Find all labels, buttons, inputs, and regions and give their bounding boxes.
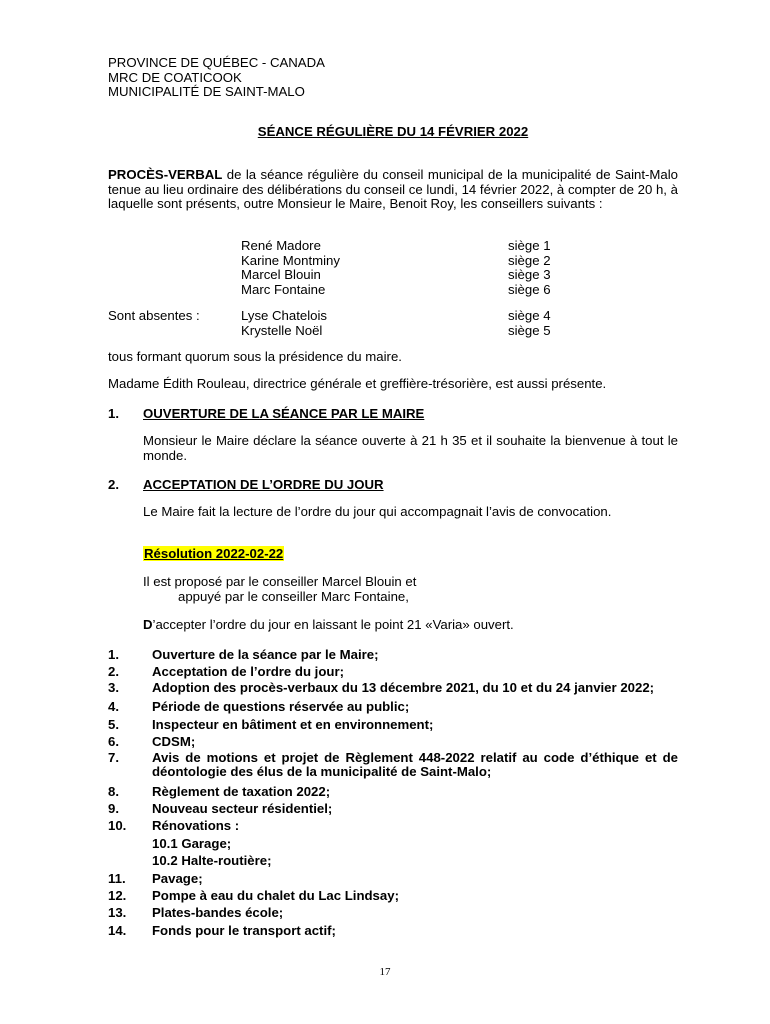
agenda-text: 10.1 Garage; <box>152 835 232 851</box>
agenda-item <box>108 870 678 887</box>
agenda-item <box>108 698 678 715</box>
agenda-item <box>108 681 678 696</box>
absent-name-2: Krystelle Noël <box>241 322 323 338</box>
decision-text: ’accepter l’ordre du jour en laissant le point 21 «Varia» ouvert. <box>152 617 514 632</box>
present-seat-1: siège 1 <box>508 238 551 253</box>
session-title: SÉANCE RÉGULIÈRE DU 14 FÉVRIER 2022 <box>257 124 529 139</box>
present-seat-2: siège 2 <box>508 252 551 268</box>
header-mrc: MRC DE COATICOOK <box>108 69 242 85</box>
agenda-item <box>108 904 678 921</box>
decision-initial: D <box>143 617 153 632</box>
agenda-text: Fonds pour le transport actif; <box>152 922 336 938</box>
resolution-label: Résolution 2022-02-22 <box>144 546 284 561</box>
agenda-number: 14. <box>108 922 127 938</box>
agenda-number: 12. <box>108 887 127 903</box>
header-municipality: MUNICIPALITÉ DE SAINT-MALO <box>108 84 305 99</box>
agenda-number: 5. <box>108 716 119 732</box>
agenda-number: 4. <box>108 699 119 715</box>
page-number: 17 <box>379 966 391 978</box>
agenda-item <box>108 887 678 904</box>
section-2-number: 2. <box>108 477 119 492</box>
agenda-text: Adoption des procès-verbaux du 13 décembre 2021, du 10 et du 24 janvier 2022; <box>152 679 655 695</box>
agenda-item <box>108 800 678 817</box>
resolution-seconded: appuyé par le conseiller Marc Fontaine, <box>178 589 409 604</box>
agenda-number: 6. <box>108 734 119 750</box>
agenda-number: 13. <box>108 905 127 921</box>
agenda-item <box>108 783 678 800</box>
agenda-number: 3. <box>108 679 119 695</box>
agenda-item <box>108 663 678 680</box>
section-2-text: Le Maire fait la lecture de l’ordre du jour qui accompagnait l’avis de convocation. <box>143 504 612 519</box>
director-text: Madame Édith Rouleau, directrice générale et greffière-trésorière, est aussi présente. <box>108 376 607 391</box>
agenda-text: Nouveau secteur résidentiel; <box>152 800 333 816</box>
agenda-text: Pavage; <box>152 870 203 886</box>
agenda-subitem <box>108 852 678 869</box>
agenda-text: Avis de motions et projet de Règlement 448-2022 relatif au code d’éthique et de déontologie des élus de la municipalité de Saint-Malo; <box>152 749 678 780</box>
agenda-number: 11. <box>108 870 126 886</box>
absent-label: Sont absentes : <box>108 308 200 323</box>
intro-bold: PROCÈS-VERBAL <box>108 167 223 182</box>
agenda-text: 10.2 Halte-routière; <box>152 853 272 869</box>
section-2-title: ACCEPTATION DE L’ORDRE DU JOUR <box>143 477 384 492</box>
agenda-text: Pompe à eau du chalet du Lac Lindsay; <box>152 887 399 903</box>
agenda-text: Inspecteur en bâtiment et en environnement; <box>152 716 434 732</box>
resolution-proposed: Il est proposé par le conseiller Marcel Blouin et <box>143 574 417 589</box>
agenda-list <box>108 646 678 939</box>
present-name-3: Marcel Blouin <box>241 267 321 282</box>
agenda-item <box>108 716 678 733</box>
agenda-number: 2. <box>108 664 119 680</box>
quorum-text: tous formant quorum sous la présidence du maire. <box>108 349 402 364</box>
agenda-subitem <box>108 835 678 852</box>
intro-paragraph <box>108 168 678 212</box>
intro-text: de la séance régulière du conseil municipal de la municipalité de Saint-Malo tenue au lieu ordinaire des délibérations du conseil ce lundi, 14 février 2022, à compter de 20 h, à laquelle sont présents, outre Monsieur le Maire, Benoit Roy, les conseillers suivants : <box>108 167 678 211</box>
agenda-item <box>108 922 678 939</box>
agenda-text: Acceptation de l’ordre du jour; <box>152 664 344 680</box>
agenda-text: CDSM; <box>152 734 196 750</box>
agenda-item <box>108 751 678 780</box>
resolution-decision <box>143 618 514 633</box>
agenda-number: 8. <box>108 783 119 799</box>
agenda-number: 10. <box>108 818 127 834</box>
absent-seat-2: siège 5 <box>508 322 551 338</box>
present-name-2: Karine Montminy <box>241 252 340 268</box>
document-header <box>108 56 325 100</box>
present-seat-4: siège 6 <box>508 281 551 297</box>
present-name-4: Marc Fontaine <box>241 281 326 297</box>
present-name-1: René Madore <box>241 238 321 253</box>
agenda-number: 9. <box>108 800 119 816</box>
agenda-text: Période de questions réservée au public; <box>152 699 410 715</box>
present-seat-3: siège 3 <box>508 267 551 282</box>
section-1-title: OUVERTURE DE LA SÉANCE PAR LE MAIRE <box>143 406 425 421</box>
agenda-text: Ouverture de la séance par le Maire; <box>152 647 379 662</box>
agenda-item <box>108 646 678 663</box>
agenda-number: 1. <box>108 647 119 662</box>
section-1-text: Monsieur le Maire déclare la séance ouverte à 21 h 35 et il souhaite la bienvenue à tout le monde. <box>143 433 678 463</box>
absent-name-1: Lyse Chatelois <box>241 308 328 323</box>
agenda-item <box>108 733 678 750</box>
section-1-number: 1. <box>108 406 119 421</box>
absent-seat-1: siège 4 <box>508 308 551 323</box>
agenda-text: Rénovations : <box>152 818 240 834</box>
header-province: PROVINCE DE QUÉBEC - CANADA <box>108 55 325 70</box>
agenda-item <box>108 817 678 834</box>
agenda-text: Plates-bandes école; <box>152 905 284 921</box>
agenda-text: Règlement de taxation 2022; <box>152 783 331 799</box>
agenda-number: 7. <box>108 749 119 765</box>
